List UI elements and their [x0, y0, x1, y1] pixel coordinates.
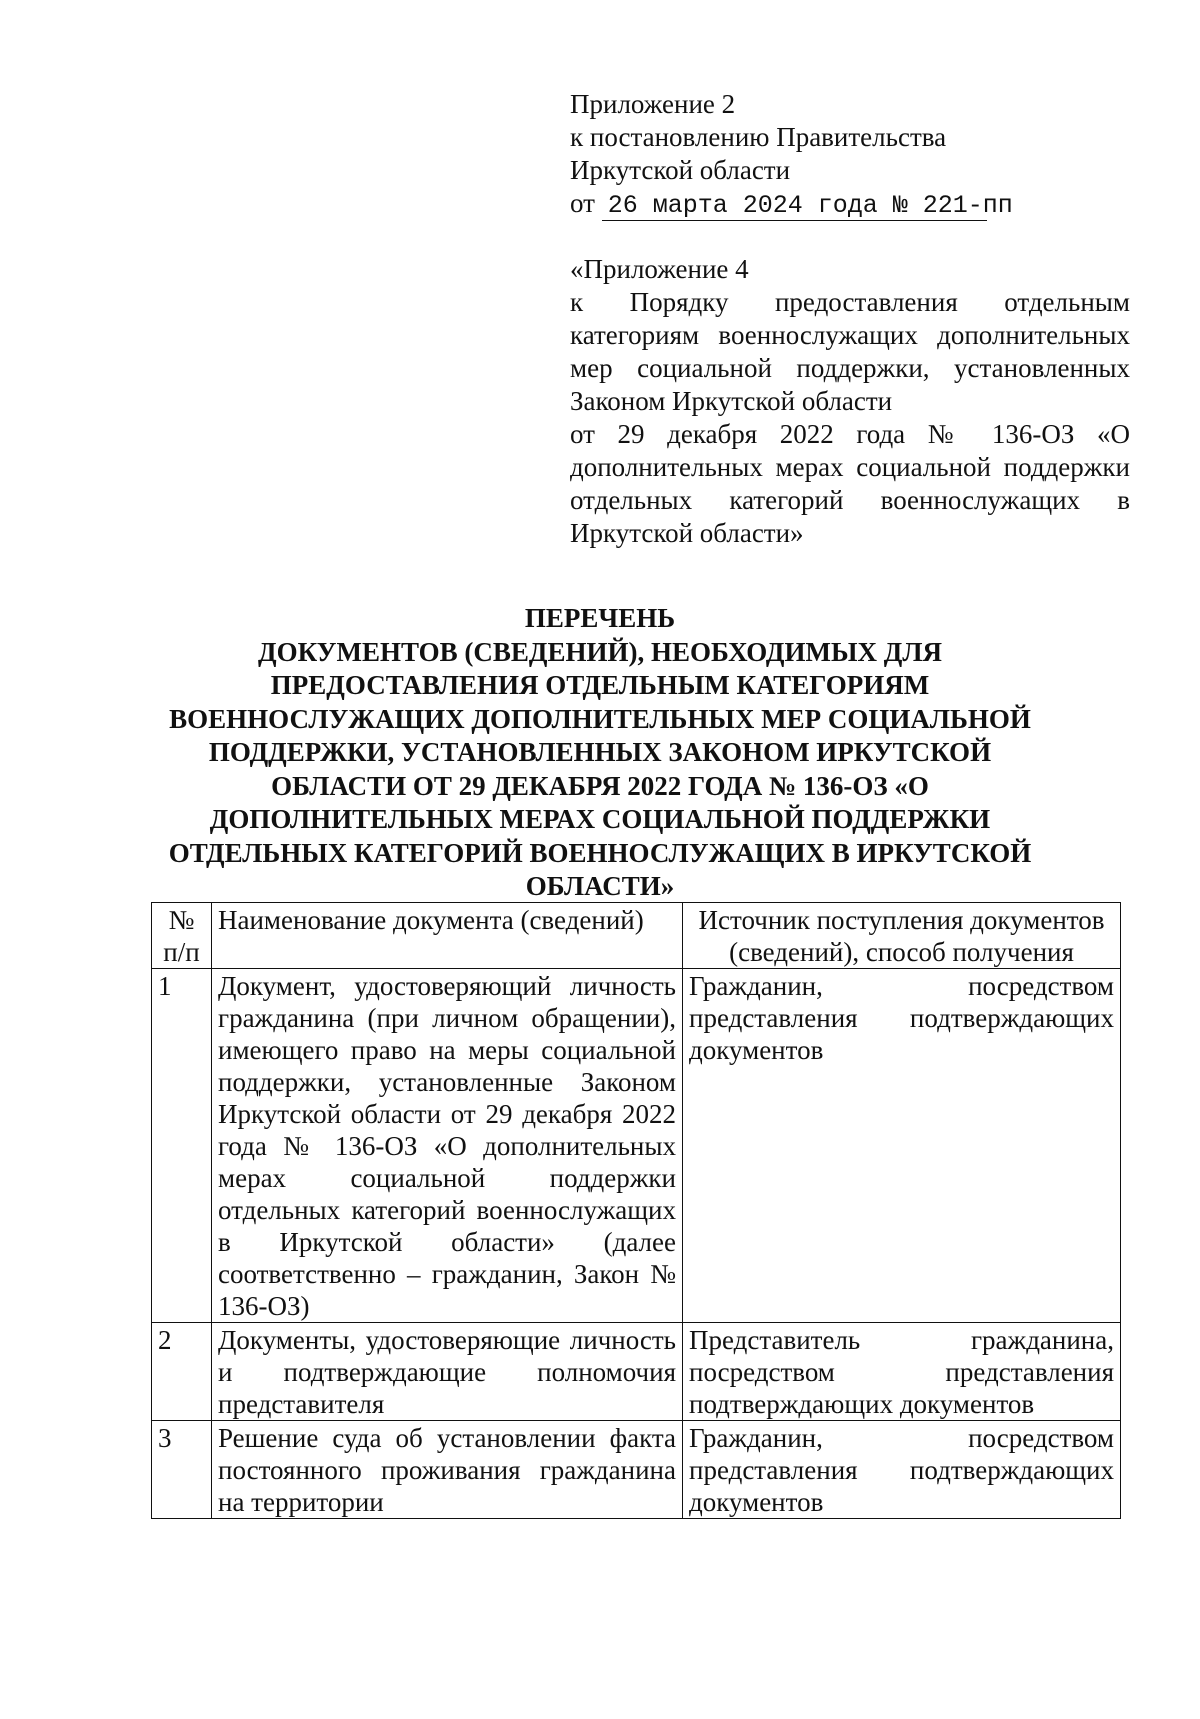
row-source: Представитель гражданина, посредством представления подтверждающих документов — [683, 1323, 1121, 1421]
header-source: Источник поступления документов (сведений), способ получения — [683, 903, 1121, 969]
table-header-row — [152, 903, 1121, 969]
appendix4-title: «Приложение 4 — [570, 254, 749, 284]
header-num: № п/п — [152, 903, 212, 969]
row-name: Документы, удостоверяющие личность и подтверждающие полномочия представителя — [212, 1323, 683, 1421]
appendix-line: к постановлению Правительства — [570, 122, 947, 152]
row-source: Гражданин, посредством представления подтверждающих документов — [683, 969, 1121, 1323]
appendix4-text: к Порядку предоставления отдельным категориям военнослужащих дополнительных мер социальной поддержки, установленных Законом Иркутской области — [570, 287, 1130, 416]
appendix-header — [570, 88, 1040, 221]
table-row — [152, 1421, 1121, 1519]
appendix-line: Иркутской области — [570, 155, 791, 185]
row-name: Решение суда об установлении факта постоянного проживания гражданина на территории — [212, 1421, 683, 1519]
row-num: 3 — [152, 1421, 212, 1519]
title-subtitle: ДОКУМЕНТОВ (СВЕДЕНИЙ), НЕОБХОДИМЫХ ДЛЯ ПРЕДОСТАВЛЕНИЯ ОТДЕЛЬНЫМ КАТЕГОРИЯМ ВОЕННОСЛУЖАЩИХ ДОПОЛНИТЕЛЬНЫХ МЕР СОЦИАЛЬНОЙ ПОДДЕРЖКИ, УСТАНОВЛЕННЫХ ЗАКОНОМ ИРКУТСКОЙ ОБЛАСТИ ОТ 29 ДЕКАБРЯ 2022 ГОДА № 136-ОЗ «О ДОПОЛНИТЕЛЬНЫХ МЕРАХ СОЦИАЛЬНОЙ ПОДДЕРЖКИ ОТДЕЛЬНЫХ КАТЕГОРИЙ ВОЕННОСЛУЖАЩИХ В ИРКУТСКОЙ ОБЛАСТИ» — [168, 636, 1032, 901]
row-source: Гражданин, посредством представления подтверждающих документов — [683, 1421, 1121, 1519]
table-row — [152, 969, 1121, 1323]
appendix-date — [570, 187, 1040, 221]
row-num: 2 — [152, 1323, 212, 1421]
appendix4-law: от 29 декабря 2022 года № 136-ОЗ «О дополнительных мерах социальной поддержки отдельных категорий военнослужащих в Иркутской области» — [570, 419, 1130, 548]
table-row — [152, 1323, 1121, 1421]
row-name: Документ, удостоверяющий личность гражданина (при личном обращении), имеющего право на меры социальной поддержки, установленные Законом Иркутской области от 29 декабря 2022 года № 136-ОЗ «О дополнительных мерах социальной поддержки отдельных категорий военнослужащих в Иркутской области» (далее соответственно – гражданин, Закон № 136-ОЗ) — [212, 969, 683, 1323]
documents-table — [151, 902, 1121, 1519]
date-prefix: от — [570, 188, 595, 218]
row-num: 1 — [152, 969, 212, 1323]
title-heading: ПЕРЕЧЕНЬ — [524, 603, 676, 633]
document-title — [140, 602, 1060, 904]
appendix-line: Приложение 2 — [570, 89, 736, 119]
appendix4-block — [570, 253, 1130, 550]
header-name: Наименование документа (сведений) — [212, 903, 683, 969]
date-value: 26 марта 2024 года № 221-пп — [602, 192, 987, 221]
